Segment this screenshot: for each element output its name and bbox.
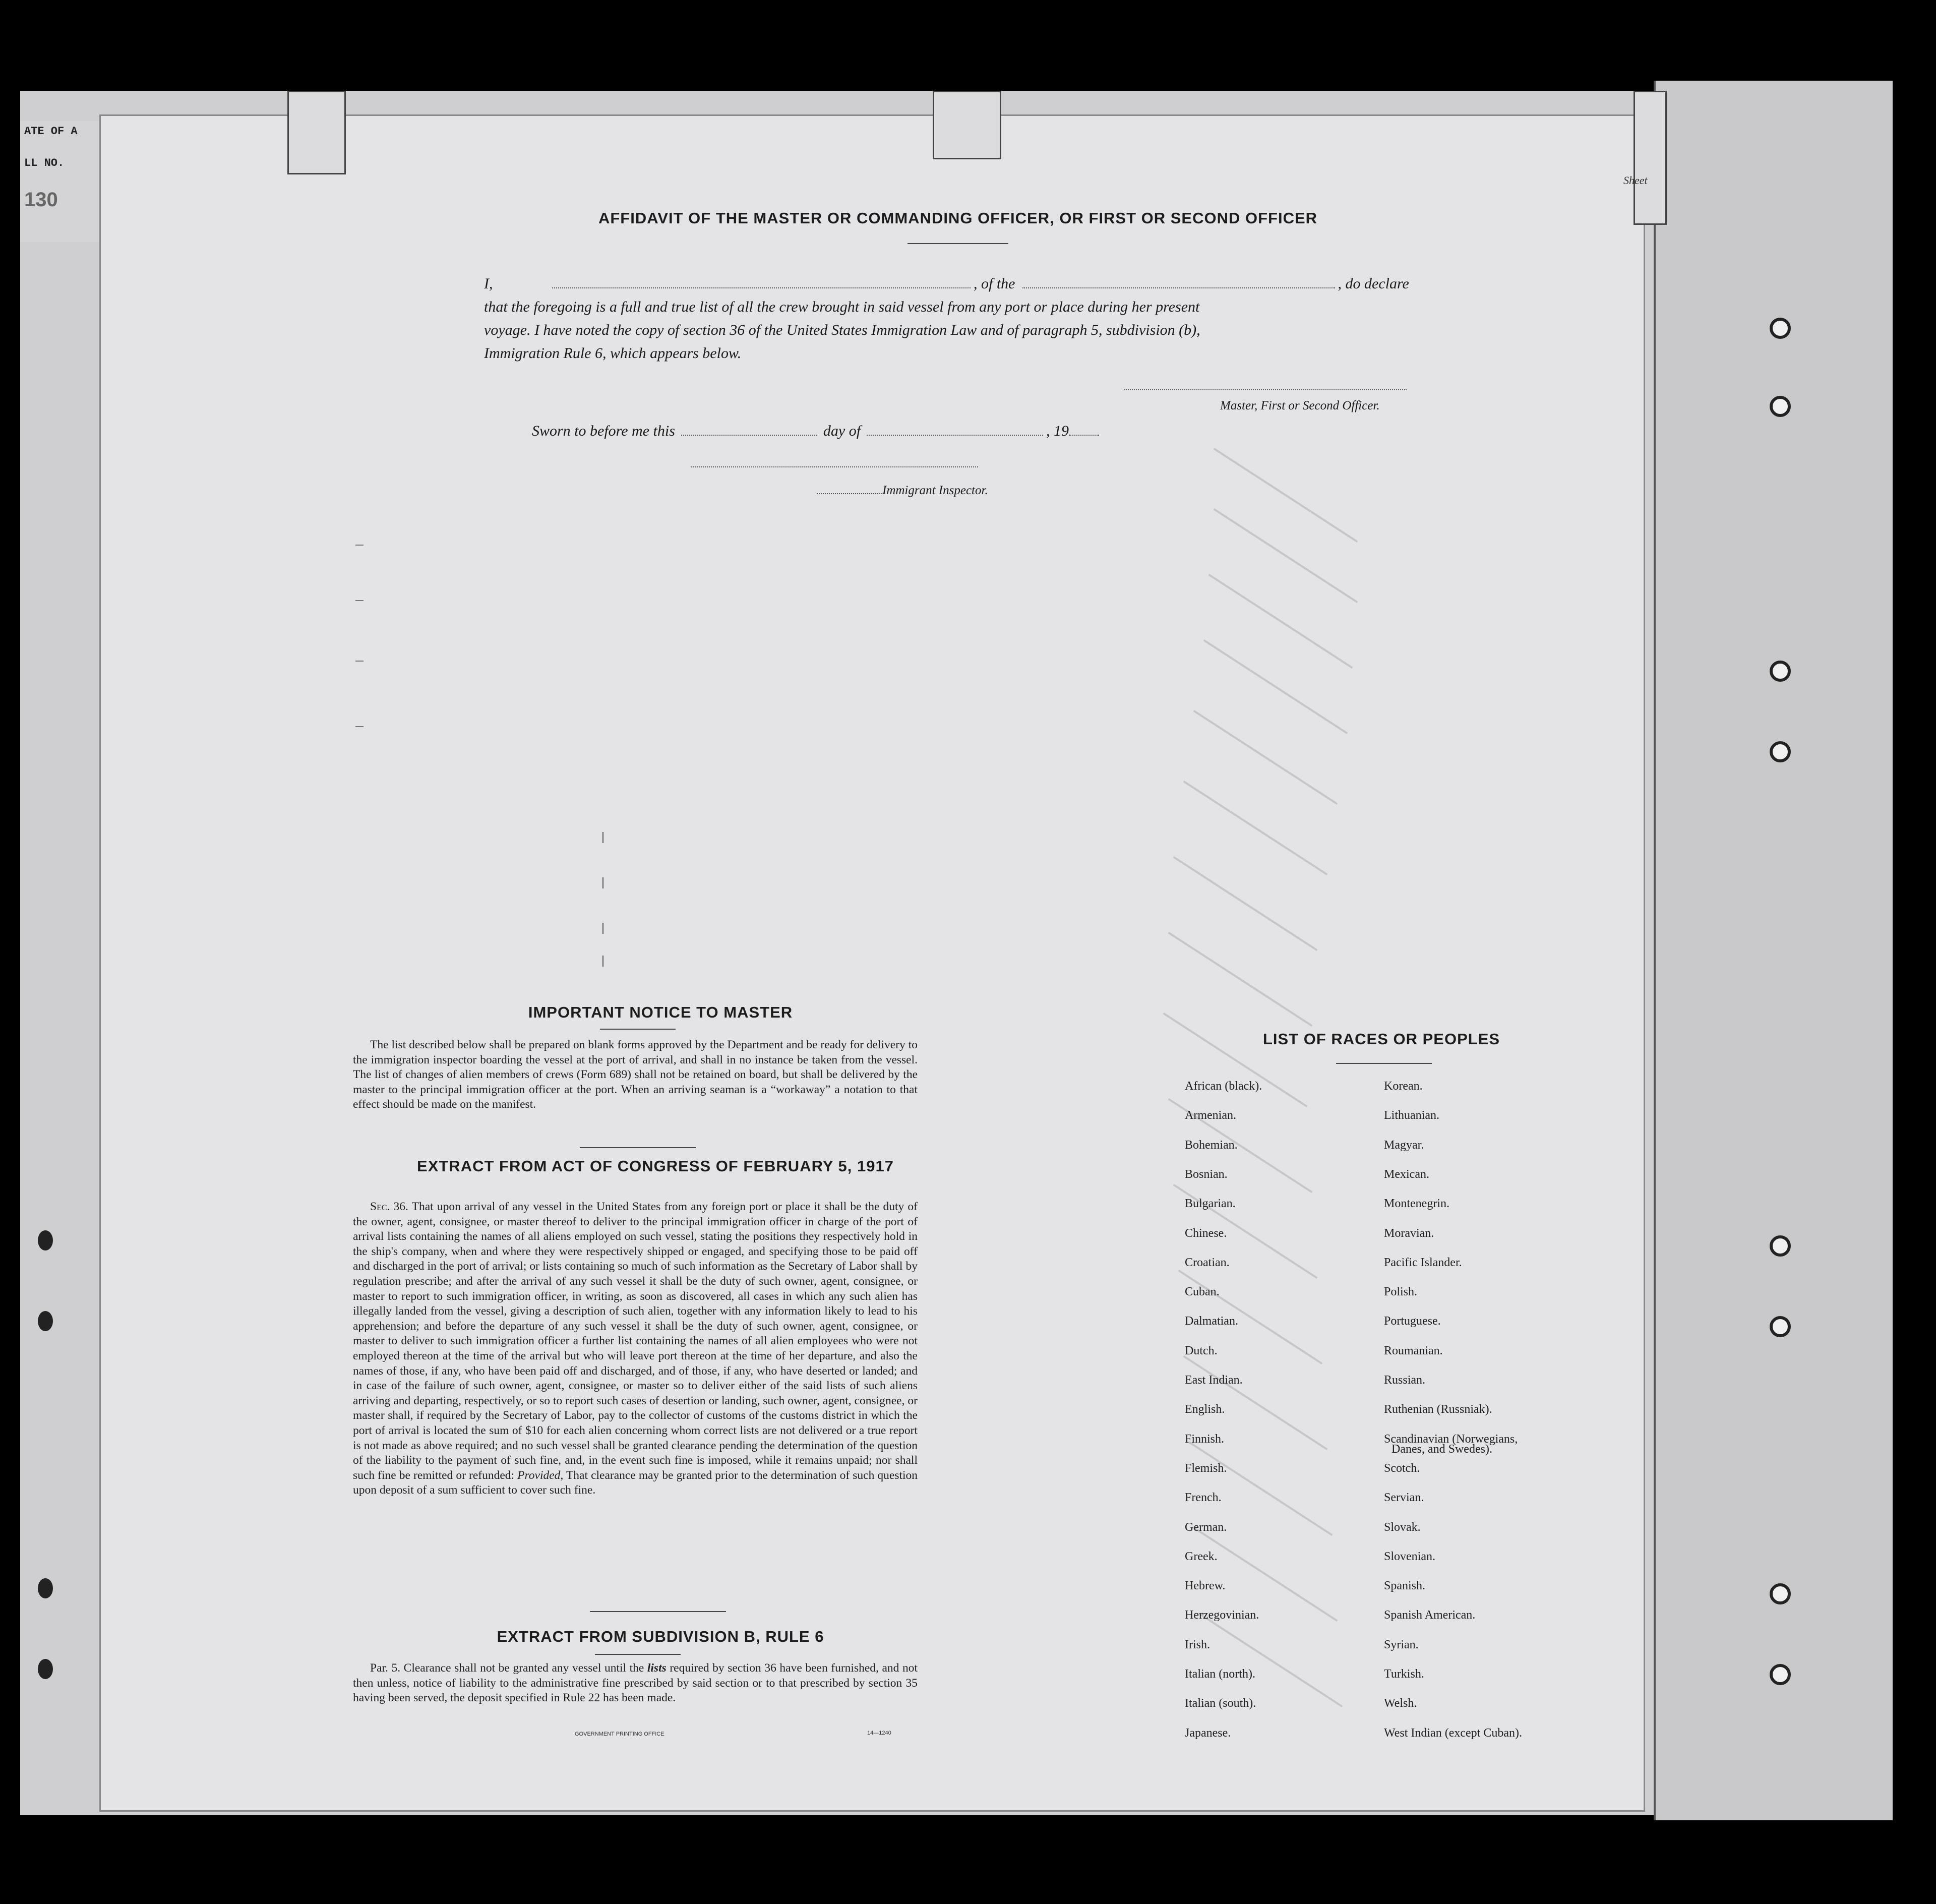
- sheet-label: Sheet: [1623, 174, 1648, 187]
- act-rule: [580, 1147, 696, 1148]
- binding-hole: [38, 1230, 53, 1251]
- margin-tick: [602, 923, 603, 934]
- printer-imprint: GOVERNMENT PRINTING OFFICE: [575, 1731, 664, 1737]
- race-item: Scotch.: [1384, 1461, 1420, 1475]
- margin-tick: [355, 545, 364, 546]
- margin-tick: [355, 661, 364, 662]
- do-declare-text: , do declare: [1338, 275, 1409, 292]
- act-text-main: That upon arrival of any vessel in the United States from any foreign port or place it shall be the duty of the owner, agent, consignee, or master thereof to deliver to the principal immigration officer in charge of the port of arrival lists containing the names of all aliens employed on such vessel, stating the positions they respectively hold in the ship's company, when and where they were respectively shipped or engaged, and specifying those to be paid off and discharged in the port of arrival; or lists containing so much of such information as the Secretary of Labor shall by regulation prescribe; and after the arrival of any such vessel it shall be the duty of such owner, agent, consignee, or master to report to such immigration officer, in writing, as soon as discovered, all cases in which any such alien has illegally landed from the vessel, giving a description of such alien, together with any information likely to lead to his apprehension; and before the departure of any such vessel it shall be the duty of such owner, agent, consignee, or master to deliver to such immigration officer a further list containing the names of all alien employees who were not employed thereon at the time of the arrival but who will leave port thereon at the time of her departure, and also the names of those, if any, who have been paid off and discharged, and of those, if any, who have deserted or landed; and in case of the failure of such owner, agent, consignee, or master so to deliver either of the said lists of such aliens arriving and departing, respectively, or so to report such cases of desertion or landing, such owner, agent, consignee, or master shall, if required by the Secretary of Labor, pay to the collector of customs of the customs district in which the port of arrival is located the sum of $10 for each alien concerning whom correct lists are not delivered or a true report is not made as above required; and no such vessel shall be granted clearance pending the determination of the question of the liability to the payment of such fine, and, in the event such fine is imposed, while it remains unpaid; nor shall such fine be remitted or refunded:: [353, 1200, 918, 1482]
- race-item: Slovak.: [1384, 1520, 1421, 1534]
- affidavit-line-1: [484, 272, 1442, 295]
- inspector-label-text: Immigrant Inspector.: [882, 484, 988, 497]
- race-item: Moravian.: [1384, 1226, 1434, 1240]
- punch-hole: [1770, 1664, 1791, 1685]
- act-text-end: That clearance may be granted prior to the determination of such question upon deposit of a sum sufficient to cover such fine.: [353, 1468, 918, 1497]
- margin-tick: [602, 956, 603, 967]
- binding-tab-1: [287, 91, 346, 174]
- margin-tick: [355, 726, 364, 727]
- sworn-month-field[interactable]: [867, 435, 1043, 436]
- race-item: Montenegrin.: [1384, 1197, 1449, 1211]
- binding-tab-3: [1634, 91, 1667, 225]
- race-item: Italian (north).: [1185, 1668, 1255, 1681]
- rule-paragraph: [353, 1661, 918, 1706]
- rule-title-underline: [595, 1654, 681, 1655]
- race-scandinavian-continued: Danes, and Swedes).: [1392, 1443, 1492, 1456]
- inspector-signature-field[interactable]: [691, 466, 978, 467]
- binding-hole: [38, 1578, 53, 1598]
- binding-hole: [38, 1311, 53, 1331]
- race-item: East Indian.: [1185, 1374, 1243, 1387]
- inspector-dots: [817, 493, 882, 494]
- race-item: Hebrew.: [1185, 1579, 1226, 1593]
- act-provided-word: Provided,: [517, 1468, 564, 1482]
- races-title: LIST OF RACES OR PEOPLES: [1262, 1030, 1500, 1048]
- back-sheet-right-edge: [1654, 81, 1893, 1820]
- race-item: German.: [1185, 1520, 1227, 1534]
- race-item: Finnish.: [1185, 1432, 1225, 1446]
- races-rule: [1336, 1063, 1432, 1064]
- sworn-day-of: day of: [823, 423, 861, 439]
- race-item: Servian.: [1384, 1491, 1424, 1505]
- rule-text-a: Par. 5. Clearance shall not be granted any vessel until the: [370, 1661, 644, 1675]
- title-rule: [908, 243, 1008, 244]
- race-item: Spanish American.: [1384, 1609, 1476, 1622]
- race-item: Italian (south).: [1185, 1697, 1256, 1710]
- punch-hole: [1770, 1316, 1791, 1337]
- race-item: Roumanian.: [1384, 1344, 1443, 1357]
- race-item: Slovenian.: [1384, 1550, 1435, 1563]
- race-item: Bohemian.: [1185, 1138, 1238, 1152]
- punch-hole: [1770, 661, 1791, 682]
- race-item: Armenian.: [1185, 1109, 1236, 1122]
- declarant-prefix: I,: [484, 275, 493, 292]
- binding-hole: [38, 1659, 53, 1679]
- race-item: Portuguese.: [1384, 1315, 1441, 1328]
- margin-tick: [602, 877, 603, 888]
- affidavit-title: AFFIDAVIT OF THE MASTER OR COMMANDING OFFICER, OR FIRST OR SECOND OFFICER: [598, 209, 1318, 227]
- declarant-name-field[interactable]: [552, 287, 971, 288]
- rule-lists-word: lists: [647, 1661, 667, 1675]
- rule-divider: [590, 1611, 726, 1612]
- race-item: Turkish.: [1384, 1668, 1424, 1681]
- signature-label: Master, First or Second Officer.: [1220, 399, 1380, 412]
- race-item: Pacific Islander.: [1384, 1256, 1462, 1269]
- of-the-text: , of the: [974, 275, 1015, 292]
- race-item: Chinese.: [1185, 1226, 1227, 1240]
- race-item: Magyar.: [1384, 1138, 1424, 1152]
- sworn-line: [532, 420, 1099, 443]
- punch-hole: [1770, 1583, 1791, 1604]
- sworn-year-field[interactable]: [1069, 435, 1099, 436]
- race-item: Syrian.: [1384, 1638, 1419, 1651]
- race-item: Dalmatian.: [1185, 1315, 1238, 1328]
- act-section-36-text: [353, 1200, 918, 1498]
- sworn-prefix: Sworn to before me this: [532, 423, 675, 439]
- race-item: Scandinavian (Norwegians,: [1384, 1432, 1518, 1446]
- vessel-name-field[interactable]: [1022, 287, 1335, 288]
- notice-title: IMPORTANT NOTICE TO MASTER: [528, 1003, 793, 1021]
- punch-hole: [1770, 396, 1791, 417]
- notice-rule: [600, 1029, 676, 1030]
- race-item: Bosnian.: [1185, 1167, 1228, 1181]
- stub-line-2: LL NO.: [24, 157, 65, 169]
- race-item: Lithuanian.: [1384, 1109, 1439, 1122]
- punch-hole: [1770, 318, 1791, 339]
- race-item: Cuban.: [1185, 1285, 1220, 1299]
- stub-number: 130: [24, 189, 58, 211]
- affidavit-line-2: that the foregoing is a full and true list of all the crew brought in said vessel from any port or place during her present: [484, 299, 1200, 315]
- race-item: French.: [1185, 1491, 1222, 1505]
- race-item: Korean.: [1384, 1080, 1423, 1093]
- punch-hole: [1770, 1235, 1791, 1257]
- margin-tick: [602, 832, 603, 843]
- race-item: Herzegovinian.: [1185, 1609, 1259, 1622]
- affidavit-line-3: voyage. I have noted the copy of section 36 of the United States Immigration Law and of paragraph 5, subdivision (b),: [484, 322, 1200, 338]
- affidavit-line-4: Immigration Rule 6, which appears below.: [484, 345, 742, 362]
- race-item: Greek.: [1185, 1550, 1218, 1563]
- race-item: Welsh.: [1384, 1697, 1417, 1710]
- race-item: Polish.: [1384, 1285, 1418, 1299]
- sworn-year-prefix: , 19: [1046, 423, 1069, 439]
- race-item: English.: [1185, 1403, 1225, 1416]
- race-item: Flemish.: [1185, 1461, 1227, 1475]
- act-section-label: Sec. 36.: [370, 1200, 408, 1213]
- race-item: Croatian.: [1185, 1256, 1230, 1269]
- inspector-label: [817, 479, 988, 502]
- race-item: Bulgarian.: [1185, 1197, 1236, 1211]
- act-title: EXTRACT FROM ACT OF CONGRESS OF FEBRUARY 5, 1917: [417, 1157, 894, 1175]
- sworn-day-field[interactable]: [681, 435, 817, 436]
- race-item: African (black).: [1185, 1080, 1262, 1093]
- punch-hole: [1770, 741, 1791, 762]
- form-code: 14—1240: [867, 1730, 891, 1736]
- race-item: Japanese.: [1185, 1726, 1231, 1740]
- rule-title: EXTRACT FROM SUBDIVISION B, RULE 6: [497, 1628, 824, 1645]
- race-item: West Indian (except Cuban).: [1384, 1726, 1522, 1740]
- signature-field[interactable]: [1124, 389, 1407, 390]
- rule-text-b: required by section 36 have been furnished, and not then unless, notice of liability to the administrative fine prescribed by said section or to that prescribed by section 35 having been served, the deposit specified in Rule 22 has been made.: [353, 1661, 918, 1705]
- margin-tick: [355, 600, 364, 601]
- race-item: Spanish.: [1384, 1579, 1426, 1593]
- race-item: Russian.: [1384, 1374, 1426, 1387]
- binding-tab-2: [933, 91, 1001, 159]
- stub-line-1: ATE OF A: [24, 125, 78, 138]
- race-item: Irish.: [1185, 1638, 1210, 1651]
- race-item: Dutch.: [1185, 1344, 1218, 1357]
- race-item: Ruthenian (Russniak).: [1384, 1403, 1492, 1416]
- notice-text: The list described below shall be prepared on blank forms approved by the Department and be ready for delivery to the immigration inspector boarding the vessel at the port of arrival, and shall in no instance be taken from the vessel. The list of changes of alien members of crews (Form 689) shall not be retained on board, but shall be delivered by the master to the principal immigration officer at the port. When an arriving seaman is a “workaway” a notation to that effect should be made on the manifest.: [353, 1038, 918, 1111]
- race-item: Mexican.: [1384, 1167, 1429, 1181]
